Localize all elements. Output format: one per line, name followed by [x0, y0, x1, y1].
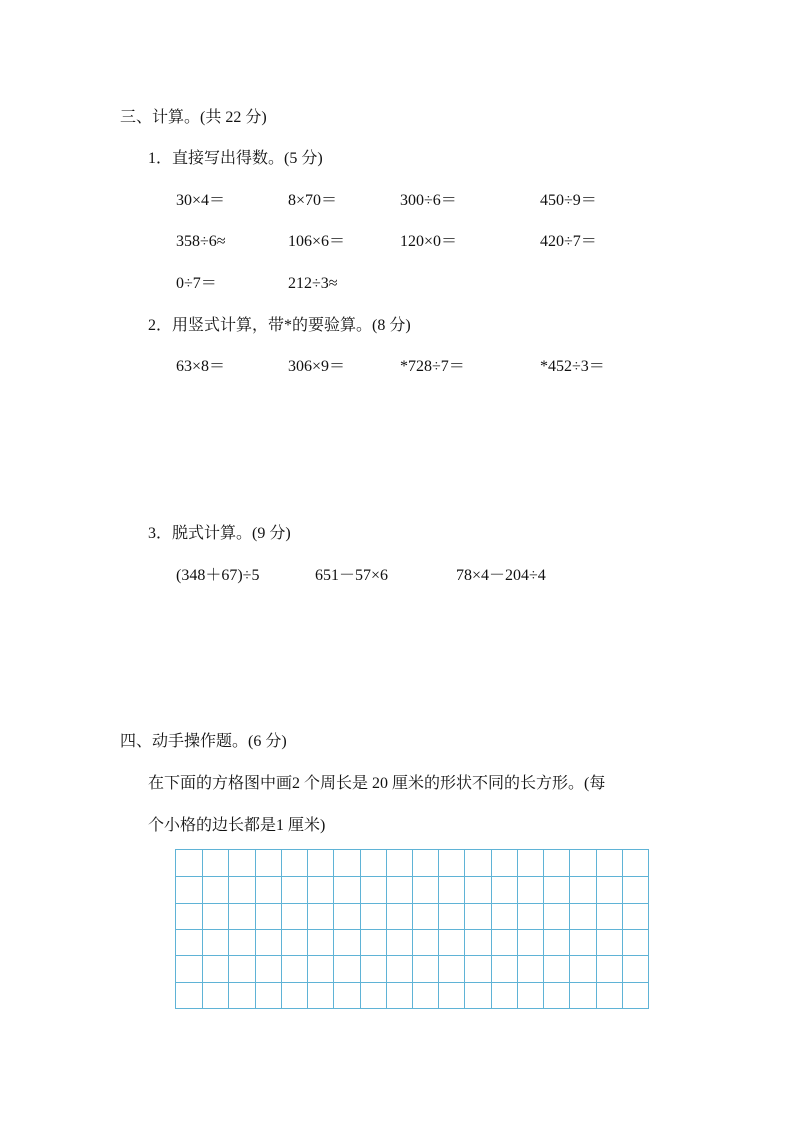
grid-lines: [176, 850, 650, 1010]
q2-item: *452÷3＝: [540, 358, 605, 375]
q2-item: 306×9＝: [288, 358, 346, 375]
q1-item: 212÷3≈: [288, 275, 338, 292]
square-grid[interactable]: [175, 849, 649, 1009]
q1-item: 420÷7＝: [540, 233, 597, 250]
q1-item: 0÷7＝: [176, 275, 217, 292]
q3-label: 3．脱式计算。(9 分): [148, 525, 291, 542]
q2-item: 63×8＝: [176, 358, 226, 375]
q2-label: 2．用竖式计算，带*的要验算。(8 分): [148, 317, 411, 334]
q2-item: *728÷7＝: [400, 358, 465, 375]
section-4-heading: 四、动手操作题。(6 分): [120, 733, 287, 750]
q3-item: 651－57×6: [315, 567, 389, 584]
section-4-instruction-line2: 个小格的边长都是1 厘米): [148, 817, 326, 834]
q1-item: 450÷9＝: [540, 192, 597, 209]
q1-item: 8×70＝: [288, 192, 338, 209]
q1-item: 120×0＝: [400, 233, 458, 250]
q1-item: 106×6＝: [288, 233, 346, 250]
q1-item: 300÷6＝: [400, 192, 457, 209]
q1-label: 1．直接写出得数。(5 分): [148, 150, 323, 167]
section-4-instruction-line1: 在下面的方格图中画2 个周长是 20 厘米的形状不同的长方形。(每: [148, 775, 606, 792]
q3-item: 78×4－204÷4: [456, 567, 546, 584]
q1-item: 30×4＝: [176, 192, 226, 209]
section-3-heading: 三、计算。(共 22 分): [120, 109, 267, 126]
q3-item: (348＋67)÷5: [176, 567, 260, 584]
q1-item: 358÷6≈: [176, 233, 226, 250]
